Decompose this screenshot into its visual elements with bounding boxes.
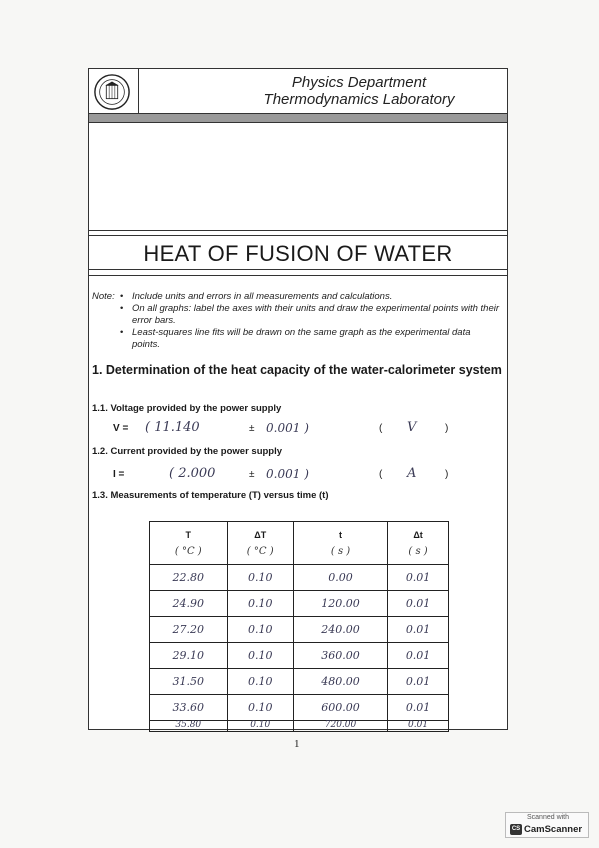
lab-worksheet-page [88, 68, 508, 730]
department-name: Physics Department [291, 74, 427, 91]
table-heading: 1.3. Measurements of temperature (T) versus time (t) [92, 490, 329, 501]
note-item: • Least-squares line fits will be drawn on the same graph as the experimental data points. [120, 327, 500, 351]
voltage-measurement [89, 420, 507, 438]
column-header [227, 522, 293, 565]
table-cell: 120.00 [293, 591, 387, 617]
table-cell: 24.90 [150, 591, 228, 617]
section-heading: 1. Determination of the heat capacity of the water-calorimeter system [92, 363, 502, 377]
table-cell: 29.10 [150, 643, 228, 669]
table-cell: 240.00 [293, 617, 387, 643]
current-heading: 1.2. Current provided by the power supply [92, 446, 283, 457]
table-cell: 720.00 [293, 721, 387, 732]
current-value [169, 466, 215, 481]
unit-open-paren: ( [379, 423, 383, 434]
current-unit: A [407, 466, 417, 481]
close-paren: ) [304, 421, 309, 435]
table-cell: 360.00 [293, 643, 387, 669]
table-cell: 35.80 [150, 721, 228, 732]
voltage-error [266, 421, 309, 435]
unit-close-paren: ) [445, 469, 449, 480]
close-paren: ) [304, 467, 309, 481]
table-cell: 0.10 [227, 721, 293, 732]
current-error-number: 0.001 [266, 467, 301, 481]
column-header [150, 522, 228, 565]
table-cell: 0.10 [227, 695, 293, 721]
table-cell: 31.50 [150, 669, 228, 695]
voltage-error-number: 0.001 [266, 421, 301, 435]
table-cell: 0.10 [227, 591, 293, 617]
table-row [150, 695, 449, 721]
page-number: 1 [294, 738, 300, 750]
column-name: T [185, 529, 192, 540]
table-cell: 0.01 [388, 565, 449, 591]
table-row [150, 591, 449, 617]
voltage-unit: V [407, 420, 417, 435]
table-cell: 22.80 [150, 565, 228, 591]
current-error [266, 467, 309, 481]
table-cell: 0.10 [227, 617, 293, 643]
voltage-number: 11.140 [154, 420, 200, 435]
divider [89, 275, 507, 276]
column-header [388, 522, 449, 565]
column-unit: ( s ) [408, 545, 428, 557]
note-label: Note: [92, 291, 115, 302]
scanner-name: CamScanner [524, 824, 583, 835]
scanner-caption: Scanned with [526, 814, 570, 821]
column-unit: ( s ) [330, 545, 351, 557]
column-name: ΔT [254, 529, 267, 540]
voltage-value [145, 420, 200, 435]
divider [89, 230, 507, 231]
table-cell: 0.01 [388, 695, 449, 721]
table-cell: 0.10 [227, 669, 293, 695]
page-header [89, 69, 507, 113]
camscanner-logo-icon: CS [510, 824, 522, 835]
open-paren: ( [169, 466, 175, 481]
table-cell: 0.01 [388, 669, 449, 695]
column-unit: ( °C ) [246, 545, 274, 557]
current-symbol: I = [113, 469, 125, 480]
table-row [150, 565, 449, 591]
column-name: Δt [413, 529, 423, 540]
plus-minus: ± [249, 469, 255, 480]
table-cell: 0.01 [388, 617, 449, 643]
voltage-heading: 1.1. Voltage provided by the power supply [92, 403, 282, 414]
open-paren: ( [145, 420, 151, 435]
table-cell: 600.00 [293, 695, 387, 721]
column-name: t [339, 529, 342, 540]
table-header-row [150, 522, 449, 565]
table-cell: 0.10 [227, 643, 293, 669]
page-title: HEAT OF FUSION OF WATER [143, 241, 453, 266]
table-cell: 0.10 [227, 565, 293, 591]
table-row [150, 617, 449, 643]
table-cell: 0.01 [388, 721, 449, 732]
unit-close-paren: ) [445, 423, 449, 434]
logo-frame [89, 69, 139, 113]
department-heading [219, 74, 499, 108]
university-seal-icon [93, 73, 131, 111]
unit-open-paren: ( [379, 469, 383, 480]
column-header [293, 522, 387, 565]
table-row [150, 643, 449, 669]
lab-name: Thermodynamics Laboratory [263, 91, 455, 108]
table-cell: 480.00 [293, 669, 387, 695]
table-cell: 0.01 [388, 643, 449, 669]
scanner-watermark [505, 812, 589, 838]
note-item: • On all graphs: label the axes with their units and draw the experimental points with their error bars. [120, 303, 500, 327]
note-item: • Include units and errors in all measurements and calculations. [120, 291, 500, 303]
table-row [150, 669, 449, 695]
table-cell: 27.20 [150, 617, 228, 643]
table-row [150, 721, 449, 732]
table-cell: 0.00 [293, 565, 387, 591]
divider [89, 269, 507, 270]
table-cell: 0.01 [388, 591, 449, 617]
temperature-time-table [149, 521, 449, 732]
divider [89, 235, 507, 236]
blank-area [89, 123, 507, 230]
header-band [89, 113, 507, 123]
table-cell: 33.60 [150, 695, 228, 721]
plus-minus: ± [249, 423, 255, 434]
column-unit: ( °C ) [174, 545, 202, 557]
voltage-symbol: V = [113, 423, 129, 434]
current-measurement [89, 466, 507, 484]
current-number: 2.000 [178, 466, 216, 481]
